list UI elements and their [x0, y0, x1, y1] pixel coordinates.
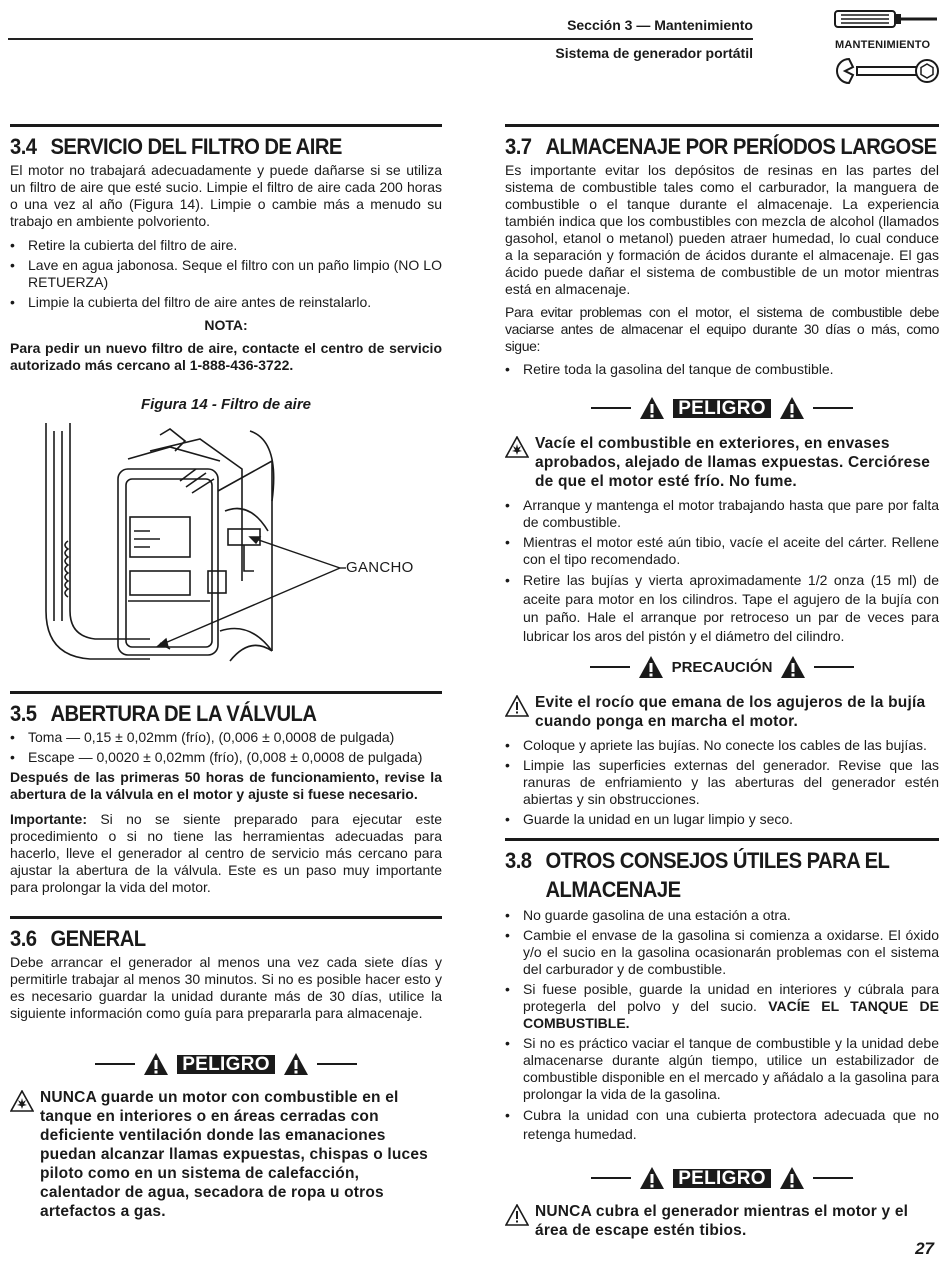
- warning-triangle-icon: [779, 1166, 805, 1190]
- header-rule: [8, 38, 753, 40]
- danger-badge: PELIGRO: [673, 399, 771, 418]
- list-item: • Limpie las superficies externas del generador. Revise que las ranuras de enfriamiento y las aberturas del generador estén abiertas y sin obstrucciones.: [505, 757, 939, 808]
- right-column: [505, 124, 939, 1240]
- air-filter-figure: [10, 421, 442, 681]
- air-filter-illustration: [10, 421, 442, 681]
- caution-badge: PRECAUCIÓN: [671, 658, 773, 676]
- list-item: • Escape — 0,0020 ± 0,02mm (frío), (0,008 ± 0,0008 de pulgada): [10, 749, 442, 766]
- list-item: • Si no es práctico vaciar el tanque de combustible y la unidad debe almacenarse durante algún tiempo, utilice un estabilizador de combustible disponible en el mercado y añádalo a la gasolina para prolongar la vida de la gasolina.: [505, 1035, 939, 1103]
- danger-badge: PELIGRO: [673, 1169, 771, 1188]
- important-text: Si no se siente preparado para ejecutar este procedimiento o si no tiene las herramientas adecuadas para hacerlo, lleve el generador al centro de servicio más cercano para ajustar la abertura de la válvula. Este es un paso muy importante para prolongar la vida del motor.: [10, 811, 442, 895]
- section-rule: [10, 124, 442, 127]
- section-3-8-title-line2: ALMACENAJE: [545, 877, 681, 902]
- warning-triangle-icon: [638, 655, 664, 679]
- danger-banner: [505, 1166, 939, 1190]
- list-item: • Limpie la cubierta del filtro de aire antes de reinstalarlo.: [10, 294, 442, 311]
- left-column: [10, 124, 442, 1221]
- danger-banner: [505, 396, 939, 420]
- section-3-4-title: 3.4 SERVICIO DEL FILTRO DE AIRE: [10, 134, 342, 159]
- list-item: • Cambie el envase de la gasolina si comienza a oxidarse. El óxido y/o el sucio en la gasolina ocasionarán problemas con el sistema del carburador y de combustible.: [505, 927, 939, 978]
- important-paragraph: [10, 811, 442, 896]
- figure-caption: Figura 14 - Filtro de aire: [140, 396, 312, 413]
- section-3-7-title: 3.7 ALMACENAJE POR PERÍODOS LARGOSE: [505, 134, 937, 159]
- wrench-icon: [833, 56, 941, 86]
- explosion-hazard-icon: [505, 436, 529, 458]
- general-text: Debe arrancar el generador al menos una vez cada siete días y permitirle trabajar al menos 30 minutos. Si no es posible hacer esto y es necesario guardar la unidad durante más de 30 días, utilice la siguiente información como guía para prepararla para almacenaje.: [10, 954, 442, 1021]
- storage-tips: [505, 907, 939, 1144]
- section-3-5-title: 3.5 ABERTURA DE LA VÁLVULA: [10, 701, 317, 726]
- danger-message: [505, 434, 939, 491]
- list-item: • Lave en agua jabonosa. Seque el filtro con un paño limpio (NO LO RETUERZA): [10, 257, 442, 291]
- danger-badge: PELIGRO: [177, 1055, 275, 1074]
- danger-text: NUNCA guarde un motor con combustible en el tanque en interiores o en áreas cerradas con deficiente ventilación donde las emanaciones puedan alcanzar llamas expuestas, chispas o luces piloto como en un sistema de calefacción, calentador de agua, secadora de ropa u otros artefactos a gas.: [40, 1089, 428, 1220]
- note-label: NOTA:: [204, 317, 248, 333]
- explosion-hazard-icon: [10, 1090, 34, 1112]
- list-item: • Cubra la unidad con una cubierta protectora adecuada que no retenga humedad.: [505, 1106, 939, 1144]
- valve-clearance-list: [10, 729, 442, 766]
- danger-message: [10, 1088, 442, 1221]
- danger-text: NUNCA cubra el generador mientras el motor y el área de escape estén tibios.: [535, 1203, 909, 1239]
- caution-triangle-icon: [505, 695, 529, 717]
- list-item: • Coloque y apriete las bujías. No conecte los cables de las bujías.: [505, 737, 939, 754]
- air-filter-intro: El motor no trabajará adecuadamente y puede dañarse si se utiliza un filtro de aire que esté sucio. Limpie el filtro de aire cada 200 horas o una vez al año (Figura 14). Limpie o cambie más a menudo su trabajo en ambiente polvoriento.: [10, 162, 442, 229]
- warning-triangle-icon: [639, 1166, 665, 1190]
- important-label: Importante:: [10, 811, 87, 827]
- warning-triangle-icon: [779, 396, 805, 420]
- section-rule: [10, 916, 442, 919]
- warning-triangle-icon: [639, 396, 665, 420]
- warning-triangle-icon: [780, 655, 806, 679]
- section-rule: [505, 838, 939, 841]
- list-item: • Retire la cubierta del filtro de aire.: [10, 237, 442, 254]
- valve-check-text: Después de las primeras 50 horas de funcionamiento, revise la abertura de la válvula en el motor y ajuste si fuese necesario.: [10, 769, 442, 802]
- list-item: • Si fuese posible, guarde la unidad en interiores y cúbrala para protegerla del polvo y del sucio. VACÍE EL TANQUE DE COMBUSTIBLE.: [505, 981, 939, 1032]
- list-item: • Mientras el motor esté aún tibio, vacíe el aceite del cárter. Rellene con el tipo recomendado.: [505, 534, 939, 568]
- list-item: • Guarde la unidad en un lugar limpio y seco.: [505, 811, 939, 828]
- section-subtitle: Sistema de generador portátil: [555, 45, 753, 61]
- section-rule: [505, 124, 939, 127]
- storage-text-2: Para evitar problemas con el motor, el sistema de combustible debe vaciarse antes de almacenar el equipo durante 30 días o más, como sigue:: [505, 304, 939, 354]
- callout-gancho: GANCHO: [346, 559, 414, 576]
- caution-text: Evite el rocío que emana de los agujeros de la bujía cuando ponga en marcha el motor.: [535, 694, 926, 730]
- list-item: • No guarde gasolina de una estación a otra.: [505, 907, 939, 924]
- list-item: • Retire toda la gasolina del tanque de combustible.: [505, 361, 939, 378]
- caution-triangle-icon: [505, 1204, 529, 1226]
- note-text: Para pedir un nuevo filtro de aire, contacte el centro de servicio autorizado más cercano al 1-888-436-3722.: [10, 340, 442, 373]
- danger-text: Vacíe el combustible en exteriores, en envases aprobados, alejado de llamas expuestas. Cerciórese de que el motor esté frío. No fume.: [535, 435, 931, 490]
- caution-message: [505, 693, 939, 731]
- screwdriver-icon: [833, 6, 941, 32]
- section-header: Sección 3 — Mantenimiento: [567, 17, 753, 33]
- caution-banner: [505, 655, 939, 679]
- list-item: • Retire las bujías y vierta aproximadamente 1/2 onza (15 ml) de aceite para motor en los cilindros. Tape el agujero de la bujía con un paño. Hale el arranque por retroceso un par de veces para lubricar los aros del pistón y el diámetro del cilindro.: [505, 571, 939, 645]
- air-filter-steps: [10, 237, 442, 311]
- list-item: • Arranque y mantenga el motor trabajando hasta que pare por falta de combustible.: [505, 497, 939, 531]
- danger-banner: [10, 1052, 442, 1076]
- list-item: • Toma — 0,15 ± 0,02mm (frío), (0,006 ± 0,0008 de pulgada): [10, 729, 442, 746]
- storage-steps-final: [505, 737, 939, 828]
- storage-text-1: Es importante evitar los depósitos de resinas en las partes del sistema de combustible tales como el carburador, la manguera de combustible o el tanque durante el almacenaje. La experiencia también indica que los combustibles con mezcla de alcohol (llamados gasohol, etanol o metanol) pueden atraer humedad, lo cual conduce a la separación y formación de ácidos durante el almacenaje. El gas ácido puede dañar el sistema de combustible de un motor mientras está en almacenaje.: [505, 162, 939, 297]
- maintenance-label: MANTENIMIENTO: [835, 39, 931, 51]
- danger-message: [505, 1202, 939, 1240]
- warning-triangle-icon: [283, 1052, 309, 1076]
- page-number: 27: [915, 1239, 934, 1258]
- storage-steps: [505, 497, 939, 645]
- section-3-8-title: 3.8 OTROS CONSEJOS ÚTILES PARA EL: [505, 848, 890, 873]
- section-3-6-title: 3.6 GENERAL: [10, 926, 146, 951]
- warning-triangle-icon: [143, 1052, 169, 1076]
- section-rule: [10, 691, 442, 694]
